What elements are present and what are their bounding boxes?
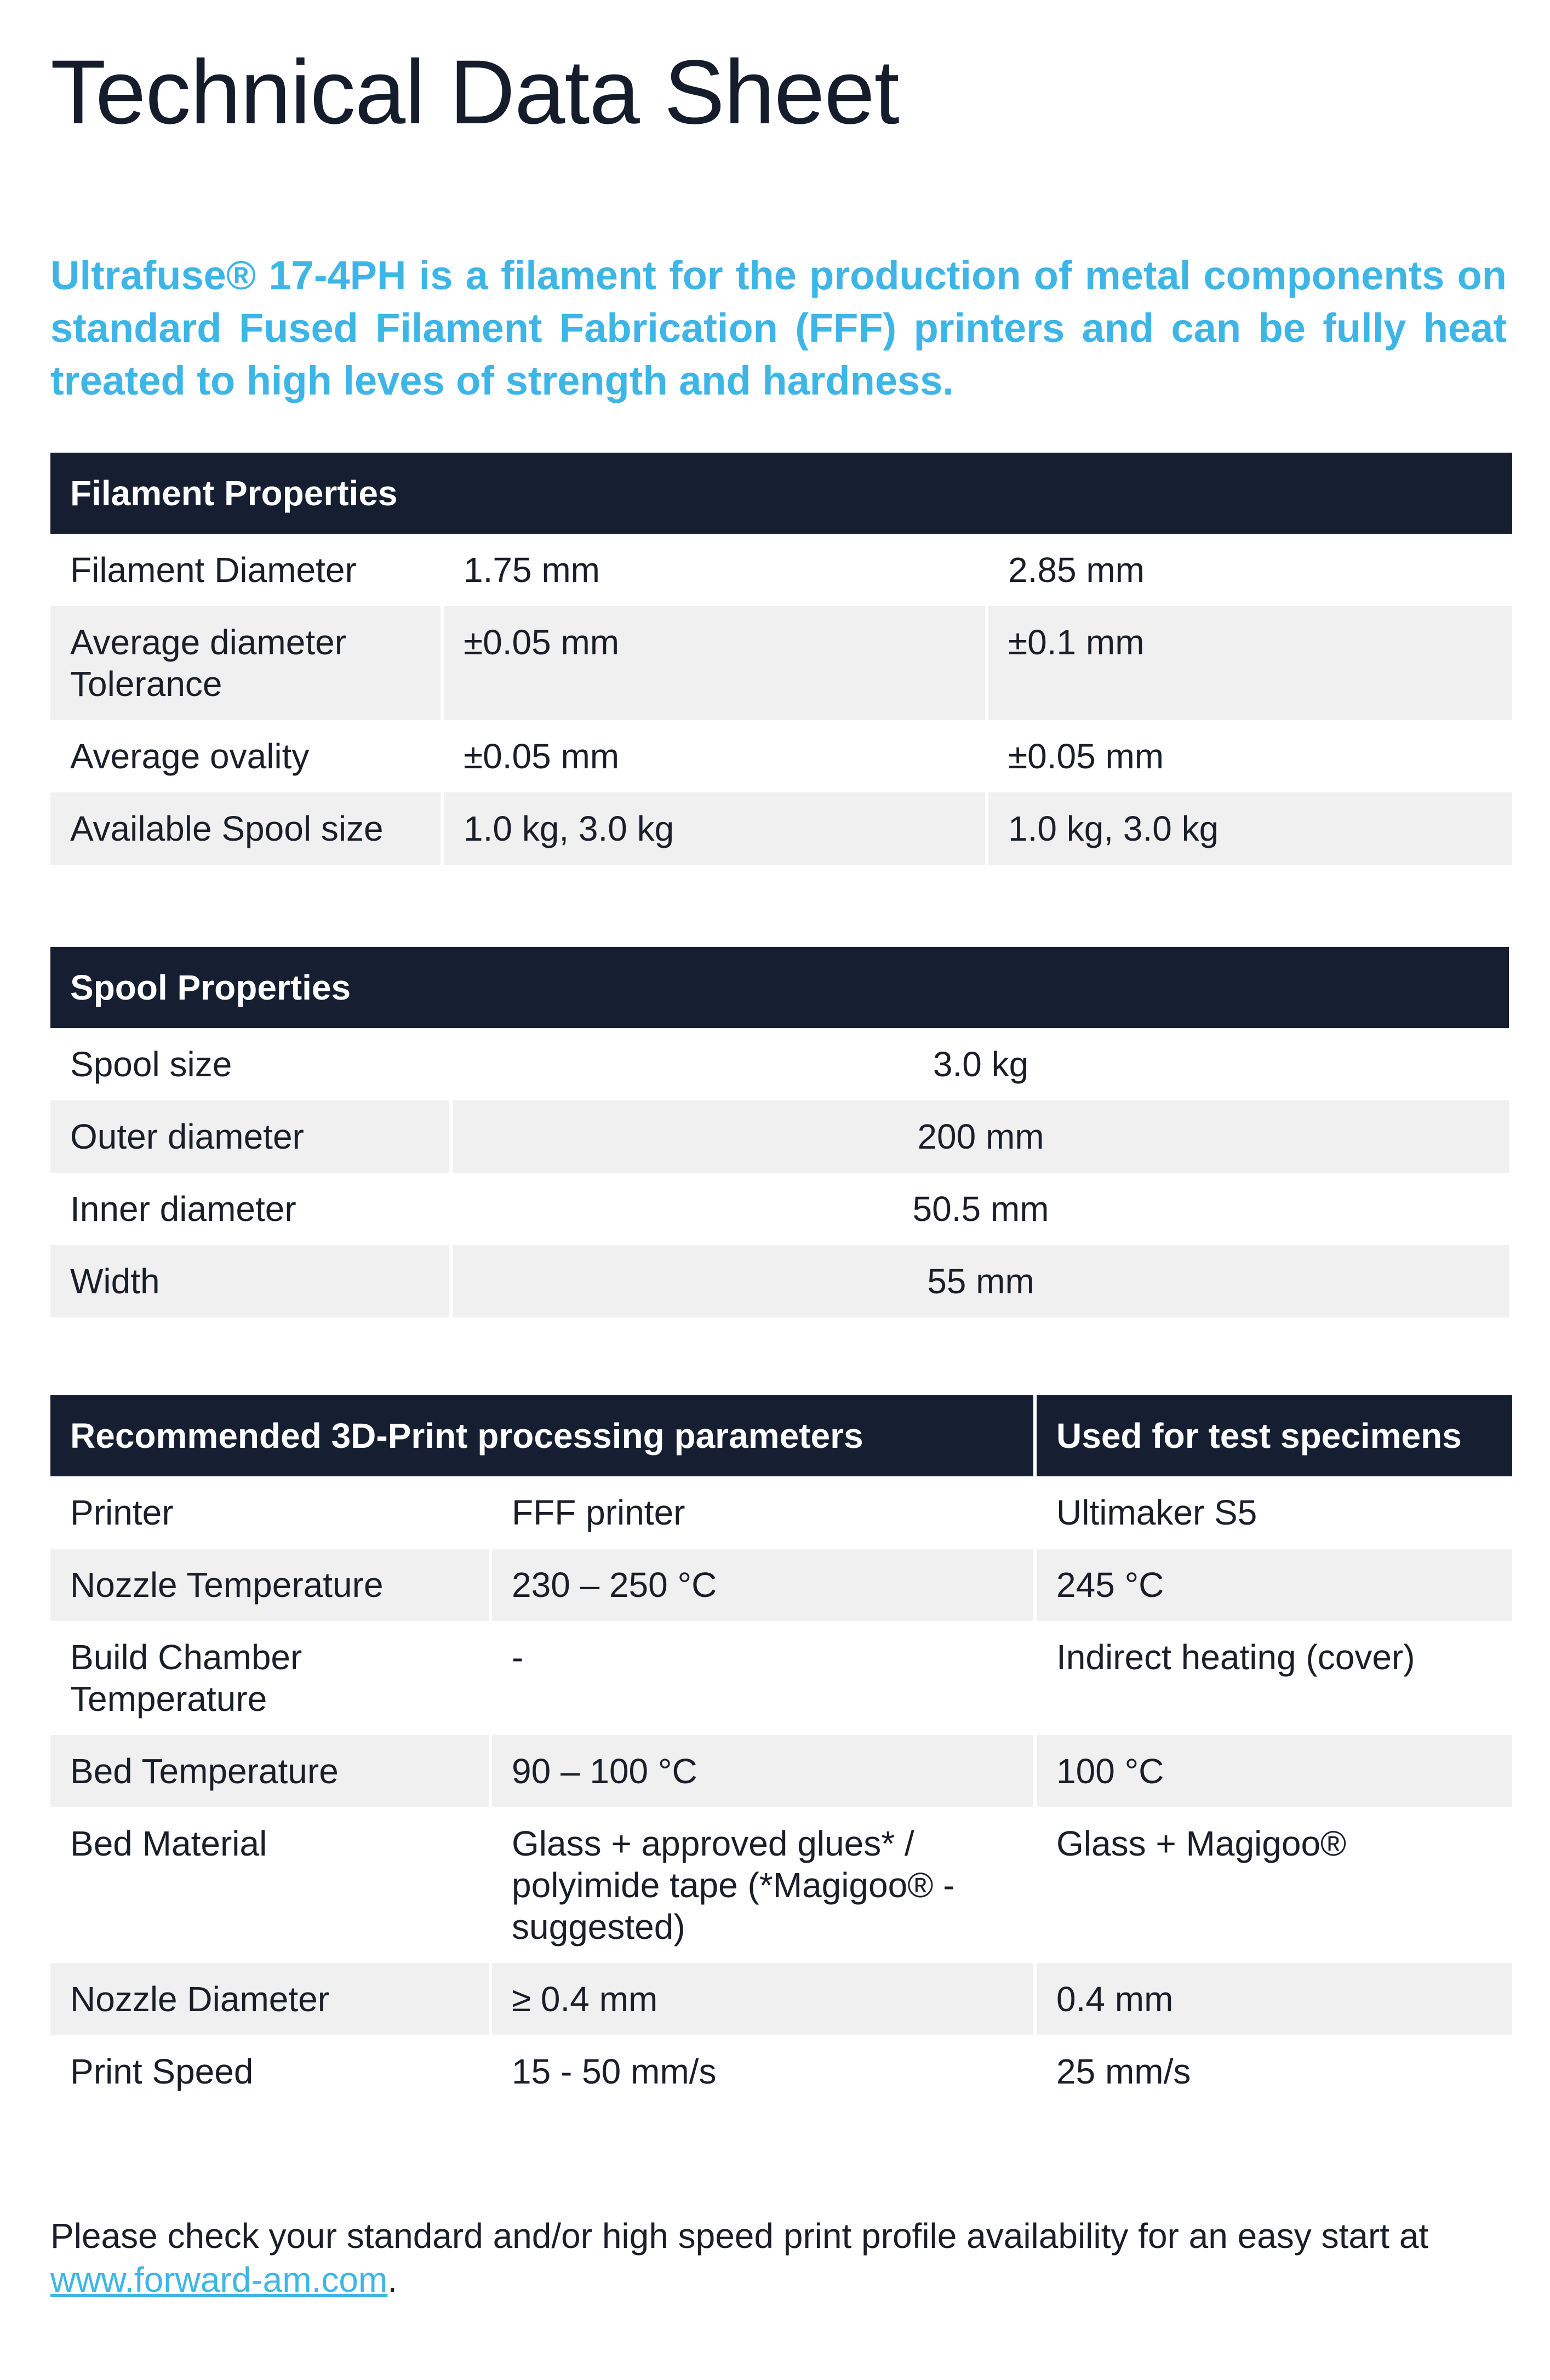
recommended-value: 230 – 250 °C: [492, 1549, 1033, 1621]
spool-properties-header: Spool Properties: [50, 947, 1509, 1028]
website-link[interactable]: www.forward-am.com: [50, 2260, 388, 2299]
value-285: ±0.05 mm: [1008, 737, 1164, 776]
processing-parameters-table: [47, 1395, 1515, 2108]
table-row: [50, 720, 1512, 792]
table-row: [50, 1476, 1512, 1549]
value-285: ±0.1 mm: [988, 606, 1512, 720]
value-285: 2.85 mm: [1008, 550, 1145, 590]
filament-properties-header: Filament Properties: [50, 453, 1512, 534]
recommended-value: 15 - 50 mm/s: [512, 2052, 717, 2091]
used-value: Glass + Magigoo®: [1056, 1824, 1347, 1863]
used-value: Indirect heating (cover): [1056, 1637, 1415, 1677]
footer-note: [50, 2214, 1519, 2302]
table-row: [50, 1963, 1512, 2035]
row-label: Average diameter Tolerance: [50, 606, 441, 720]
row-label: Available Spool size: [50, 792, 441, 865]
row-label: Print Speed: [70, 2052, 254, 2091]
table-row: [50, 1028, 1509, 1100]
table-row: [50, 1173, 1509, 1245]
table-row: [50, 1245, 1509, 1317]
table-row: [50, 1100, 1509, 1173]
used-value: 245 °C: [1037, 1549, 1512, 1621]
value-175: 1.0 kg, 3.0 kg: [444, 792, 985, 865]
used-value: 100 °C: [1037, 1735, 1512, 1807]
row-label: Printer: [70, 1493, 174, 1532]
value-175: 1.75 mm: [464, 550, 600, 590]
row-label: Inner diameter: [70, 1189, 296, 1229]
row-value: 55 mm: [453, 1245, 1509, 1317]
recommended-parameters-header: Recommended 3D-Print processing parameters: [50, 1395, 1033, 1476]
value-285: 1.0 kg, 3.0 kg: [988, 792, 1512, 865]
row-label: Outer diameter: [50, 1100, 449, 1173]
used-value: 25 mm/s: [1056, 2052, 1191, 2091]
table-row: [50, 1735, 1512, 1807]
footer-suffix: .: [387, 2260, 397, 2299]
row-label: Bed Temperature: [50, 1735, 489, 1807]
value-175: ±0.05 mm: [464, 737, 620, 776]
page-title: Technical Data Sheet: [50, 42, 899, 143]
row-label: Bed Material: [70, 1824, 267, 1863]
recommended-value: 90 – 100 °C: [492, 1735, 1033, 1807]
spool-properties-table: [47, 947, 1512, 1317]
footer-text: Please check your standard and/or high speed print profile availability for an easy start at: [50, 2216, 1429, 2256]
table-row: [50, 1621, 1512, 1735]
row-label: Average ovality: [70, 737, 310, 776]
table-row: [50, 606, 1512, 720]
row-label: Spool size: [70, 1045, 232, 1084]
used-value: Ultimaker S5: [1056, 1493, 1257, 1532]
test-specimens-header: Used for test specimens: [1037, 1395, 1512, 1476]
table-row: [50, 1807, 1512, 1963]
row-label: Nozzle Temperature: [50, 1549, 489, 1621]
table-row: [50, 2035, 1512, 2108]
row-label: Filament Diameter: [70, 550, 357, 590]
value-175: ±0.05 mm: [444, 606, 985, 720]
recommended-value: -: [512, 1637, 524, 1677]
used-value: 0.4 mm: [1037, 1963, 1512, 2035]
table-row: [50, 1549, 1512, 1621]
row-value: 50.5 mm: [912, 1189, 1049, 1229]
recommended-value: Glass + approved glues* / polyimide tape (*Magigoo® - suggested): [512, 1824, 955, 1947]
table-row: [50, 792, 1512, 865]
row-value: 3.0 kg: [933, 1045, 1029, 1084]
recommended-value: FFF printer: [512, 1493, 685, 1532]
intro-paragraph: Ultrafuse® 17-4PH is a filament for the production of metal components on standard Fused Filament Fabrication (FFF) printers and can be fully heat treated to high leves of strength and hardness.: [50, 253, 1507, 403]
row-label: Build Chamber Temperature: [70, 1637, 302, 1719]
table-row: [50, 534, 1512, 606]
row-label: Width: [50, 1245, 449, 1317]
row-value: 200 mm: [453, 1100, 1509, 1173]
recommended-value: ≥ 0.4 mm: [492, 1963, 1033, 2035]
filament-properties-table: [47, 453, 1515, 865]
row-label: Nozzle Diameter: [50, 1963, 489, 2035]
